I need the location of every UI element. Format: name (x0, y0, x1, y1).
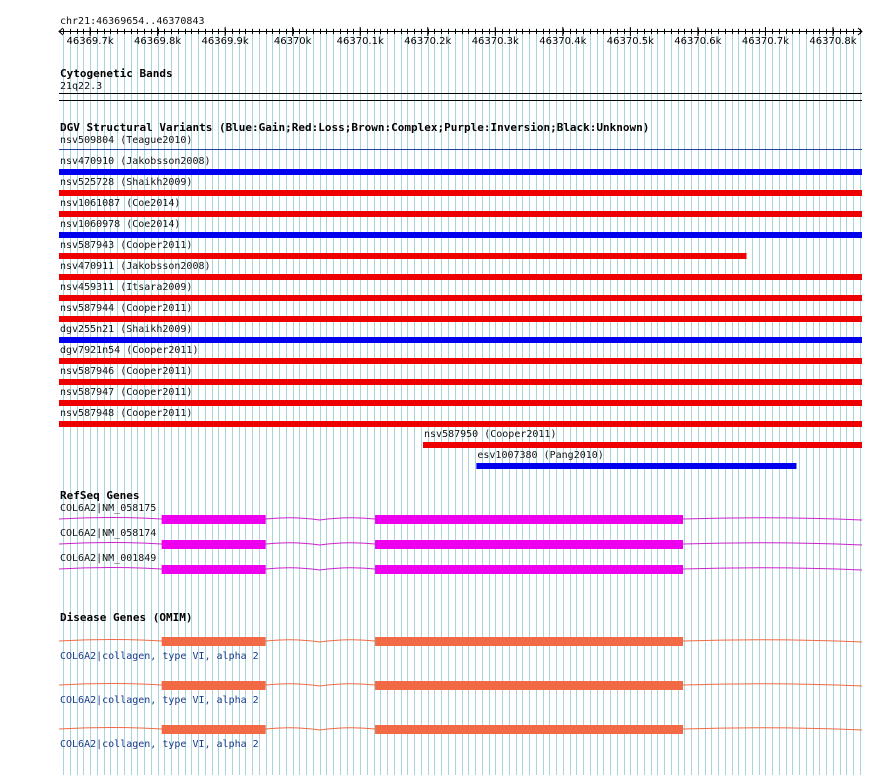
variant-bar-loss (59, 253, 747, 259)
variant-bar-loss (59, 379, 862, 385)
variant-label: nsv587944 (Cooper2011) (60, 303, 193, 314)
ruler-tick-label: 46369.7k (66, 36, 114, 47)
variant-label: nsv525728 (Shaikh2009) (60, 177, 193, 188)
variant-label: dgv255n21 (Shaikh2009) (60, 324, 193, 335)
variant-bar-loss (59, 421, 862, 427)
variant-bar-loss (59, 400, 862, 406)
transcript-exon (375, 540, 683, 549)
variant-bar-gain (476, 463, 796, 469)
coordinate-ruler (59, 27, 862, 47)
disease-exon (162, 725, 266, 734)
disease-gene-label: COL6A2|collagen, type VI, alpha 2 (60, 695, 259, 706)
refseq-features (59, 503, 862, 574)
variant-bar-loss (59, 295, 862, 301)
transcript-exon (375, 565, 683, 574)
variant-label: nsv459311 (Itsara2009) (60, 282, 193, 293)
transcript-label: COL6A2|NM_058175 (60, 503, 157, 514)
variant-bar-loss (59, 358, 862, 364)
variant-label: nsv470910 (Jakobsson2008) (60, 156, 211, 167)
region-label: chr21:46369654..46370843 (60, 16, 205, 27)
variant-label: nsv587948 (Cooper2011) (60, 408, 193, 419)
variant-line (59, 149, 862, 150)
disease-features (59, 637, 862, 750)
transcript-exon (162, 515, 266, 524)
ruler-tick-label: 46369.9k (201, 36, 249, 47)
disease-track-title: Disease Genes (OMIM) (60, 611, 193, 624)
variant-label: nsv587946 (Cooper2011) (60, 366, 193, 377)
transcript-exon (162, 540, 266, 549)
variant-label: dgv7921n54 (Cooper2011) (60, 345, 199, 356)
ruler-tick-label: 46370.6k (674, 36, 722, 47)
variant-bar-loss (59, 190, 862, 196)
ruler-tick-label: 46370.8k (809, 36, 857, 47)
variant-bar-loss (423, 442, 862, 448)
ruler-tick-label: 46369.8k (134, 36, 182, 47)
variant-label: esv1007380 (Pang2010) (477, 450, 604, 461)
ruler-tick-label: 46370k (273, 36, 312, 47)
variant-bar-loss (59, 211, 862, 217)
transcript-label: COL6A2|NM_001849 (60, 553, 157, 564)
variant-bar-gain (59, 169, 862, 175)
transcript-label: COL6A2|NM_058174 (60, 528, 157, 539)
variant-label: nsv509804 (Teague2010) (60, 135, 193, 146)
ruler-tick-label: 46370.2k (404, 36, 452, 47)
ruler-tick-label: 46370.1k (336, 36, 384, 47)
disease-exon (375, 681, 683, 690)
variant-label: nsv1060978 (Coe2014) (60, 219, 181, 230)
variant-bar-gain (59, 232, 862, 238)
cytoband-border-top (59, 93, 862, 94)
disease-gene-label: COL6A2|collagen, type VI, alpha 2 (60, 739, 259, 750)
ruler-tick-label: 46370.5k (606, 36, 654, 47)
cytoband-label: 21q22.3 (60, 81, 103, 92)
disease-exon (162, 637, 266, 646)
variant-label: nsv587950 (Cooper2011) (424, 429, 557, 440)
cytoband-border-bottom (59, 100, 862, 101)
disease-gene-label: COL6A2|collagen, type VI, alpha 2 (60, 651, 259, 662)
variant-label: nsv470911 (Jakobsson2008) (60, 261, 211, 272)
variant-bar-gain (59, 337, 862, 343)
transcript-exon (375, 515, 683, 524)
disease-exon (375, 725, 683, 734)
cytoband-track-title: Cytogenetic Bands (60, 67, 173, 80)
variant-label: nsv1061087 (Coe2014) (60, 198, 181, 209)
ruler-tick-label: 46370.7k (741, 36, 790, 47)
transcript-exon (162, 565, 266, 574)
dgv-track-title: DGV Structural Variants (Blue:Gain;Red:Loss;Brown:Complex;Purple:Inversion;Black:Unknown) (60, 121, 650, 134)
ruler-tick-label: 46370.3k (471, 36, 519, 47)
variant-bar-loss (59, 316, 862, 322)
variant-label: nsv587947 (Cooper2011) (60, 387, 193, 398)
disease-exon (375, 637, 683, 646)
variant-bar-loss (59, 274, 862, 280)
disease-exon (162, 681, 266, 690)
variant-label: nsv587943 (Cooper2011) (60, 240, 193, 251)
ruler-tick-label: 46370.4k (539, 36, 587, 47)
dgv-features (59, 135, 862, 469)
refseq-track-title: RefSeq Genes (60, 489, 140, 502)
